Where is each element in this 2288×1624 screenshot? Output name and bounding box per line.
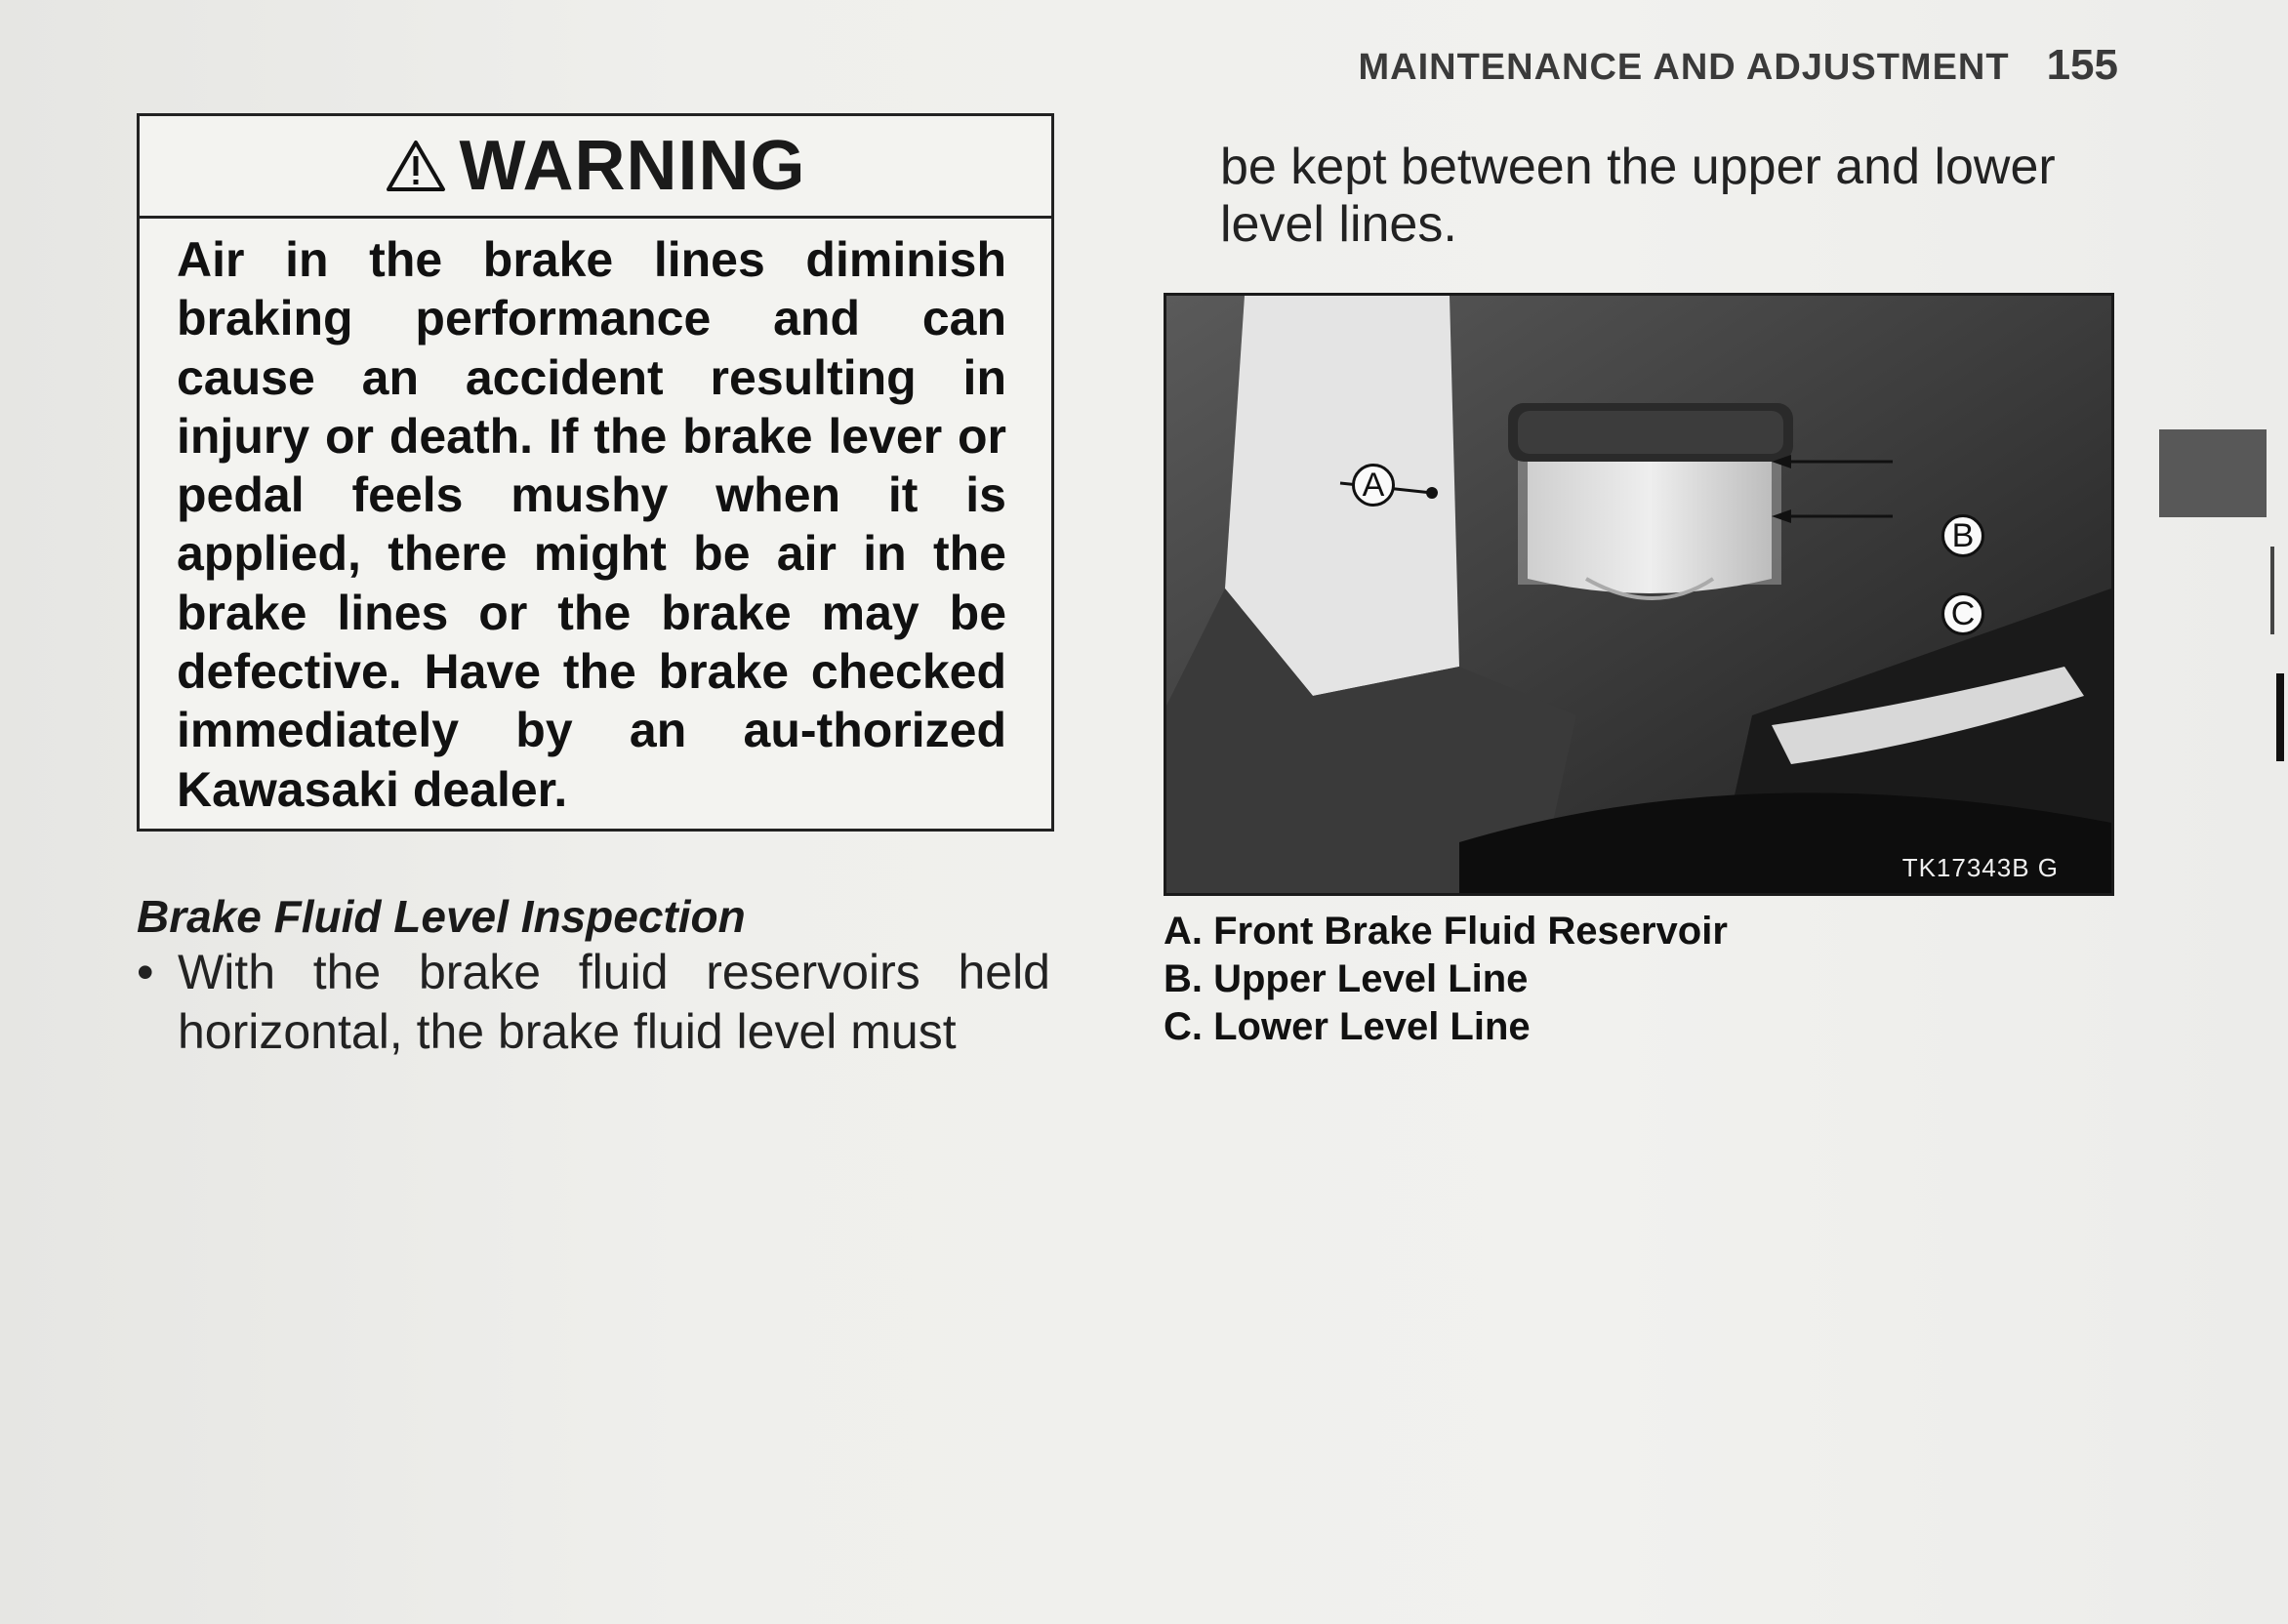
reservoir-figure [1164, 293, 2114, 896]
running-header [1247, 41, 2118, 90]
section-thumb-tab [2159, 429, 2267, 517]
page-number: 155 [2046, 41, 2118, 89]
warning-title: WARNING [459, 127, 806, 205]
figure-code: TK17343B G [1901, 853, 2059, 882]
bullet-paragraph [137, 943, 1050, 1062]
legend-item-b: B. Upper Level Line [1164, 957, 1529, 1000]
warning-box [137, 113, 1054, 832]
warning-header [140, 116, 1051, 219]
callout-a: A [1352, 464, 1395, 507]
legend-item-a: A. Front Brake Fluid Reservoir [1164, 910, 1728, 953]
continued-paragraph: be kept between the upper and lower level lines. [1220, 139, 2056, 253]
warning-text: Air in the brake lines diminish braking performance and can cause an accident resulting in injury or death. If the brake lever or pedal feels mushy when it is applied, there might be air in the brake lines or the brake may be defective. Have the brake checked immediately by an au-thorized Kawasaki dealer. [177, 232, 1006, 817]
edge-mark [2276, 673, 2284, 761]
callout-b: B [1941, 514, 1984, 557]
legend-item-c: C. Lower Level Line [1164, 1005, 1531, 1048]
warning-triangle-icon [386, 140, 446, 192]
bullet-icon: • [137, 945, 154, 999]
section-title: MAINTENANCE AND ADJUSTMENT [1358, 47, 2010, 88]
section-heading: Brake Fluid Level Inspection [137, 891, 746, 942]
edge-mark [2270, 547, 2274, 634]
figure-legend [1164, 908, 1728, 1051]
bullet-text: With the brake fluid reservoirs held horizontal, the brake fluid level must [178, 945, 1050, 1059]
callout-c: C [1941, 592, 1984, 635]
